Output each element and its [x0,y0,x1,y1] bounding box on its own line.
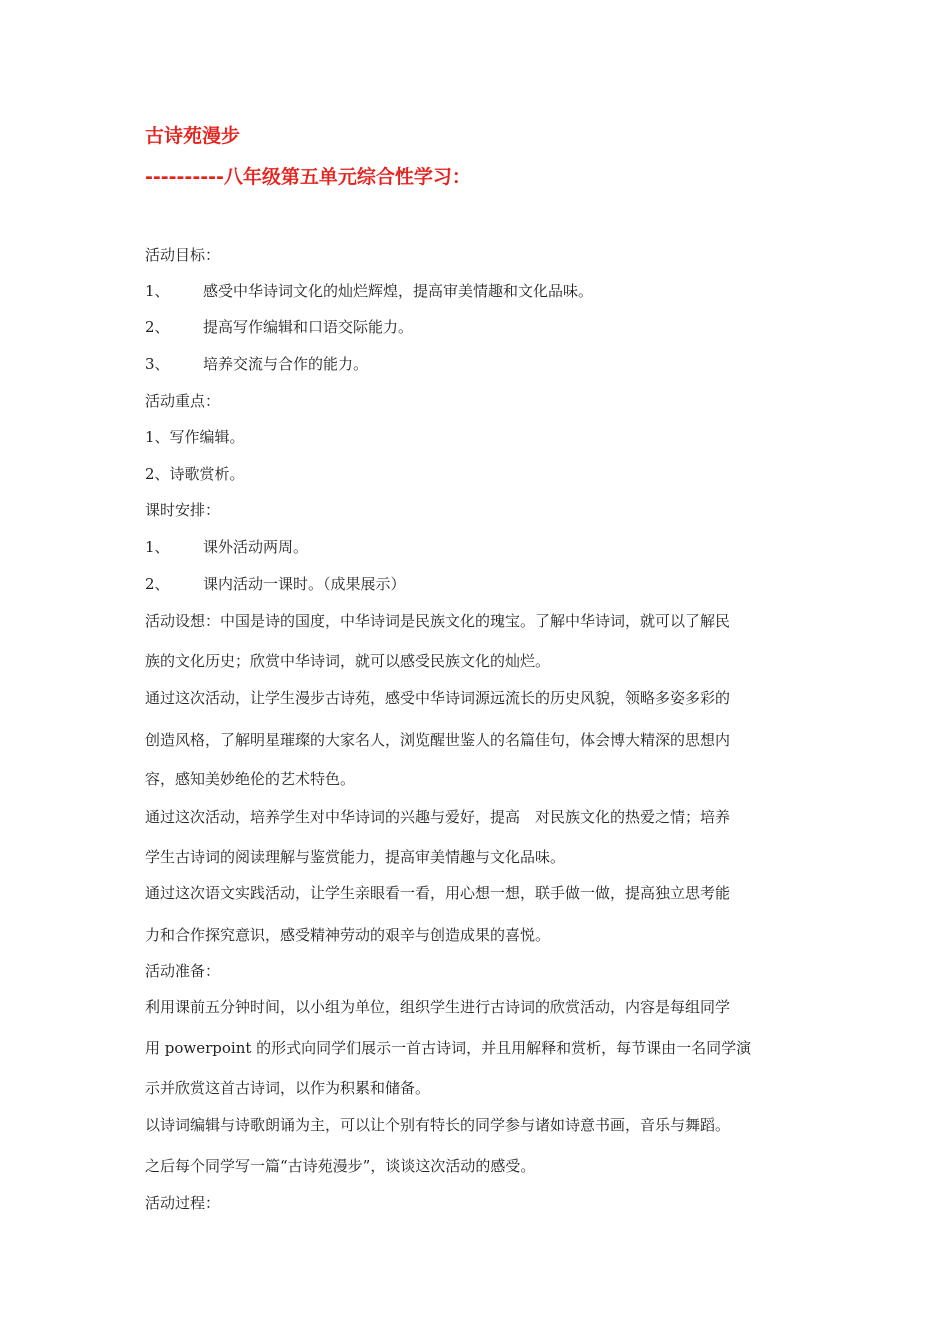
body-line: 创造风格，了解明星璀璨的大家名人，浏览醒世鉴人的名篇佳句，体会博大精深的思想内 [145,731,731,749]
body-line: 族的文化历史；欣赏中华诗词，就可以感受民族文化的灿烂。 [145,652,551,670]
body-line: 用 powerpoint 的形式向同学们展示一首古诗词，并且用解释和赏析，每节课由一名同学演 [145,1039,752,1057]
focus-item: 2、诗歌赏析。 [145,465,245,483]
goal-text: 提高写作编辑和口语交际能力。 [203,318,414,336]
focus-item: 1、写作编辑。 [145,428,245,446]
goal-number: 1、 [145,282,170,300]
goal-text: 培养交流与合作的能力。 [203,355,369,373]
goal-item [145,357,368,372]
body-line: 通过这次活动，培养学生对中华诗词的兴趣与爱好，提高 对民族文化的热爱之情；培养 [145,808,731,826]
goals-heading: 活动目标： [145,246,221,264]
body-line: 通过这次语文实践活动，让学生亲眼看一看，用心想一想，联手做一做，提高独立思考能 [145,884,731,902]
body-line: 以诗词编辑与诗歌朗诵为主，可以让个别有特长的同学参与诸如诗意书画，音乐与舞蹈。 [145,1116,731,1134]
schedule-text: 课内活动一课时。（成果展示） [203,575,406,593]
body-line: 示并欣赏这首古诗词，以作为积累和储备。 [145,1079,431,1097]
section-heading-process: 活动过程： [145,1194,221,1212]
focus-heading: 活动重点： [145,392,221,410]
document-subtitle: ----------八年级第五单元综合性学习： [145,166,471,188]
schedule-number: 1、 [145,538,170,556]
body-line: 之后每个同学写一篇“古诗苑漫步”，谈谈这次活动的感受。 [145,1157,536,1175]
goal-number: 3、 [145,355,170,373]
body-line: 利用课前五分钟时间，以小组为单位，组织学生进行古诗词的欣赏活动，内容是每组同学 [145,998,731,1016]
schedule-text: 课外活动两周。 [203,538,309,556]
body-line: 学生古诗词的阅读理解与鉴赏能力，提高审美情趣与文化品味。 [145,848,566,866]
body-line: 通过这次活动，让学生漫步古诗苑，感受中华诗词源远流长的历史风貌，领略多姿多彩的 [145,689,731,707]
body-line: 容，感知美妙绝伦的艺术特色。 [145,770,356,788]
goal-item [145,284,593,299]
schedule-item [145,540,308,555]
goal-number: 2、 [145,318,170,336]
schedule-item [145,577,406,592]
schedule-heading: 课时安排： [145,501,221,519]
document-title: 古诗苑漫步 [145,125,241,147]
goal-item [145,320,413,335]
body-line: 活动设想：中国是诗的国度，中华诗词是民族文化的瑰宝。了解中华诗词，就可以了解民 [145,612,731,630]
body-line: 力和合作探究意识，感受精神劳动的艰辛与创造成果的喜悦。 [145,926,551,944]
goal-text: 感受中华诗词文化的灿烂辉煌，提高审美情趣和文化品味。 [203,282,594,300]
schedule-number: 2、 [145,575,170,593]
section-heading-preparation: 活动准备： [145,962,221,980]
